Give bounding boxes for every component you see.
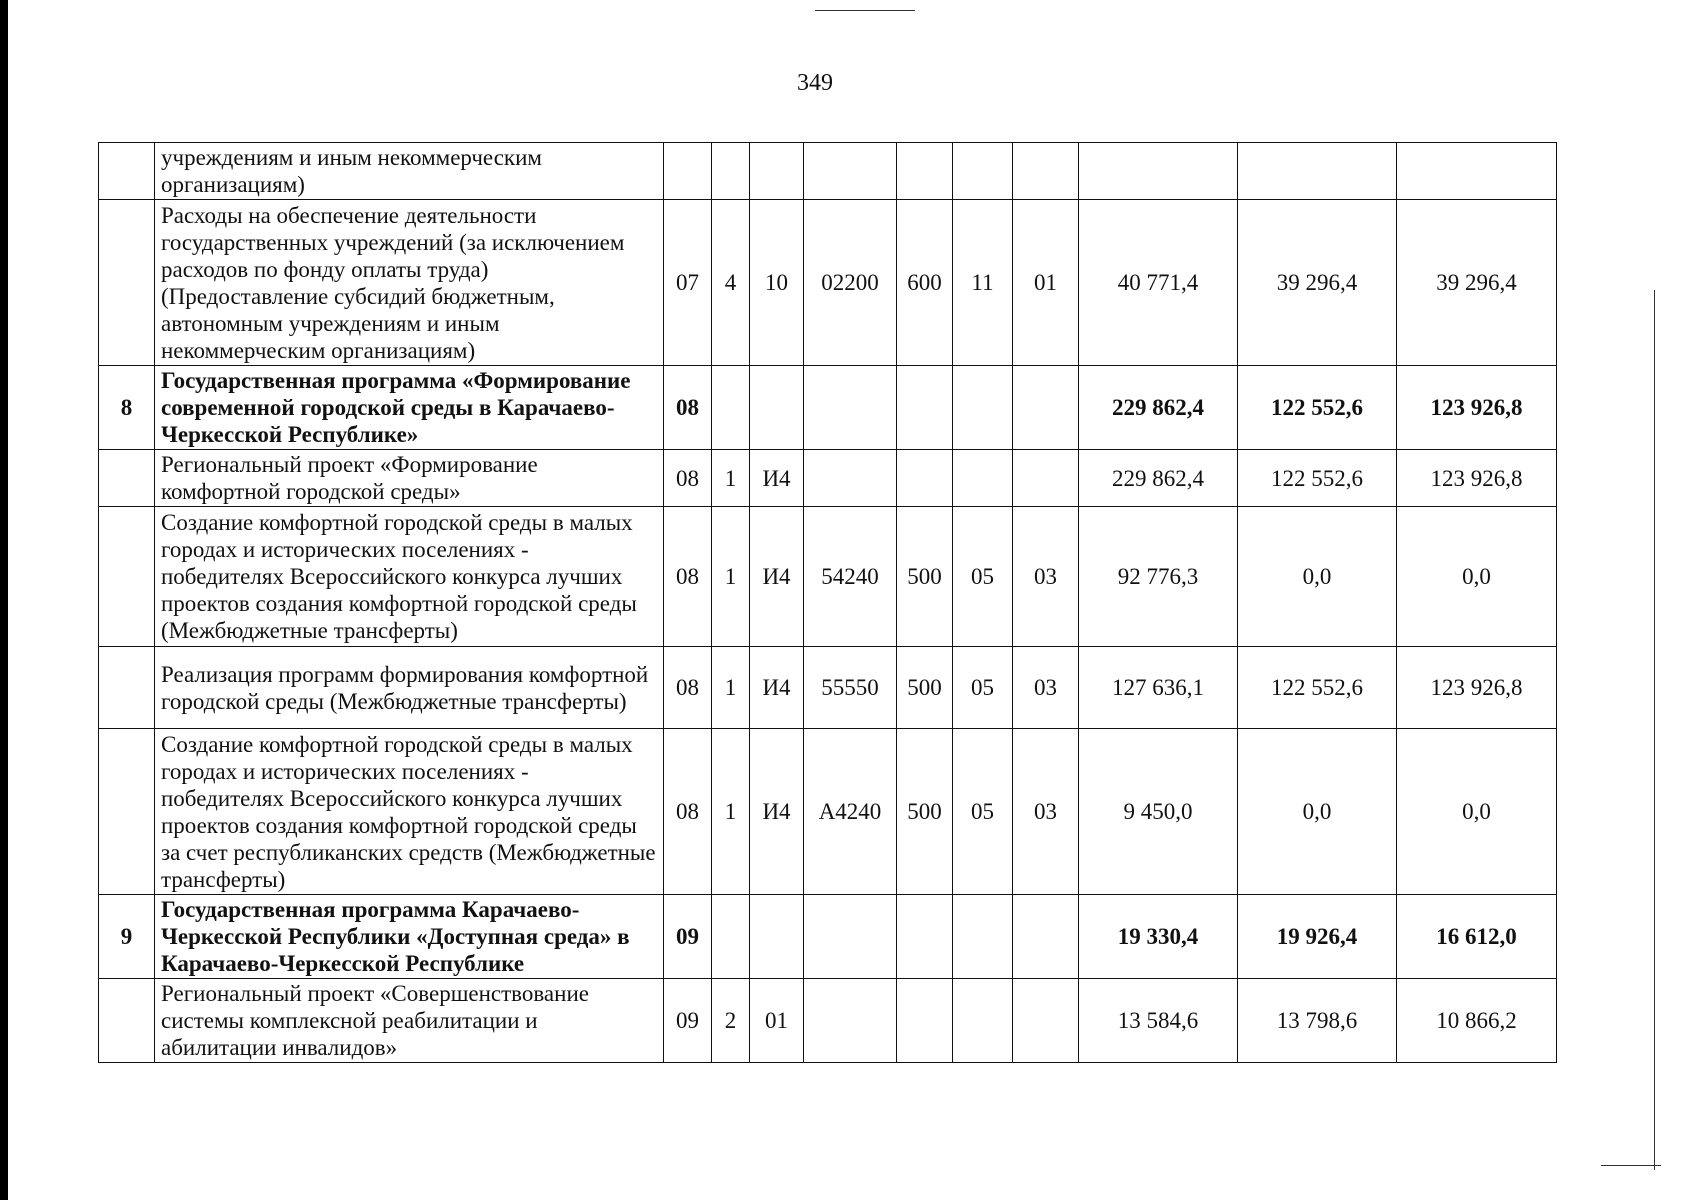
- target-code: [804, 366, 897, 450]
- target-code: [804, 450, 897, 507]
- amount-year-1: 19 330,4: [1079, 895, 1238, 979]
- amount-year-1: 229 862,4: [1079, 450, 1238, 507]
- subsection-code: [1013, 366, 1079, 450]
- amount-year-2: [1238, 143, 1397, 200]
- table-row: [99, 450, 1557, 507]
- amount-year-1: 9 450,0: [1079, 729, 1238, 895]
- amount-year-1: 40 771,4: [1079, 200, 1238, 366]
- section-code: [953, 895, 1013, 979]
- subsection-code: [1013, 895, 1079, 979]
- row-number: 9: [99, 895, 155, 979]
- amount-year-3: 123 926,8: [1397, 647, 1557, 729]
- target-code: 54240: [804, 507, 897, 647]
- amount-year-2: 122 552,6: [1238, 366, 1397, 450]
- expense-type-code: [897, 143, 953, 200]
- section-code: 11: [953, 200, 1013, 366]
- amount-year-3: 10 866,2: [1397, 979, 1557, 1063]
- direction-code: 10: [750, 200, 804, 366]
- subprogram-code: 1: [712, 729, 750, 895]
- program-code: 09: [664, 895, 712, 979]
- amount-year-2: 122 552,6: [1238, 450, 1397, 507]
- subprogram-code: 1: [712, 507, 750, 647]
- direction-code: [750, 143, 804, 200]
- table-row: [99, 143, 1557, 200]
- row-description: Расходы на обеспечение деятельности государственных учреждений (за исключением расходов по фонду оплаты труда) (Предоставление субсидий бюджетным, автономным учреждениям и иным некоммерческим организациям): [155, 200, 664, 366]
- expense-type-code: 500: [897, 507, 953, 647]
- budget-table-body: [99, 143, 1557, 1063]
- scan-binding-edge: [0, 0, 8, 1200]
- row-number: [99, 729, 155, 895]
- scan-artifact-line: [815, 10, 915, 11]
- amount-year-3: 0,0: [1397, 507, 1557, 647]
- amount-year-2: 39 296,4: [1238, 200, 1397, 366]
- subsection-code: [1013, 450, 1079, 507]
- scan-artifact-line: [1654, 290, 1655, 1170]
- expense-type-code: [897, 366, 953, 450]
- direction-code: 01: [750, 979, 804, 1063]
- row-number: [99, 200, 155, 366]
- amount-year-2: 13 798,6: [1238, 979, 1397, 1063]
- subsection-code: 01: [1013, 200, 1079, 366]
- direction-code: [750, 895, 804, 979]
- target-code: 02200: [804, 200, 897, 366]
- section-code: 05: [953, 729, 1013, 895]
- subprogram-code: 2: [712, 979, 750, 1063]
- subsection-code: 03: [1013, 507, 1079, 647]
- target-code: [804, 143, 897, 200]
- subsection-code: 03: [1013, 647, 1079, 729]
- table-row: [99, 200, 1557, 366]
- direction-code: [750, 366, 804, 450]
- expense-type-code: [897, 450, 953, 507]
- amount-year-3: 123 926,8: [1397, 366, 1557, 450]
- amount-year-2: 0,0: [1238, 729, 1397, 895]
- program-code: 08: [664, 366, 712, 450]
- row-number: 8: [99, 366, 155, 450]
- amount-year-1: 92 776,3: [1079, 507, 1238, 647]
- amount-year-3: 39 296,4: [1397, 200, 1557, 366]
- amount-year-3: 123 926,8: [1397, 450, 1557, 507]
- target-code: [804, 895, 897, 979]
- subprogram-code: 1: [712, 450, 750, 507]
- amount-year-1: 127 636,1: [1079, 647, 1238, 729]
- table-row: [99, 729, 1557, 895]
- expense-type-code: 500: [897, 647, 953, 729]
- target-code: 55550: [804, 647, 897, 729]
- amount-year-1: 13 584,6: [1079, 979, 1238, 1063]
- amount-year-2: 0,0: [1238, 507, 1397, 647]
- row-number: [99, 143, 155, 200]
- program-code: 08: [664, 507, 712, 647]
- subsection-code: [1013, 979, 1079, 1063]
- row-number: [99, 647, 155, 729]
- row-description: Региональный проект «Формирование комфортной городской среды»: [155, 450, 664, 507]
- subprogram-code: [712, 143, 750, 200]
- subprogram-code: [712, 895, 750, 979]
- page-number: 349: [797, 70, 833, 96]
- direction-code: И4: [750, 507, 804, 647]
- subprogram-code: [712, 366, 750, 450]
- amount-year-3: 0,0: [1397, 729, 1557, 895]
- amount-year-1: 229 862,4: [1079, 366, 1238, 450]
- direction-code: И4: [750, 729, 804, 895]
- row-description: Государственная программа «Формирование современной городской среды в Карачаево-Черкесской Республике»: [155, 366, 664, 450]
- amount-year-2: 122 552,6: [1238, 647, 1397, 729]
- table-row: [99, 979, 1557, 1063]
- amount-year-3: 16 612,0: [1397, 895, 1557, 979]
- target-code: [804, 979, 897, 1063]
- row-description: Региональный проект «Совершенствование системы комплексной реабилитации и абилитации инвалидов»: [155, 979, 664, 1063]
- direction-code: И4: [750, 450, 804, 507]
- amount-year-3: [1397, 143, 1557, 200]
- expense-type-code: [897, 979, 953, 1063]
- program-code: 09: [664, 979, 712, 1063]
- direction-code: И4: [750, 647, 804, 729]
- program-code: 08: [664, 729, 712, 895]
- program-code: 08: [664, 450, 712, 507]
- table-row: [99, 895, 1557, 979]
- row-description: Создание комфортной городской среды в малых городах и исторических поселениях - победителях Всероссийского конкурса лучших проектов создания комфортной городской среды (Межбюджетные трансферты): [155, 507, 664, 647]
- table-row: [99, 507, 1557, 647]
- program-code: [664, 143, 712, 200]
- scan-artifact-line: [1601, 1165, 1661, 1166]
- subprogram-code: 1: [712, 647, 750, 729]
- table-row: [99, 366, 1557, 450]
- section-code: [953, 450, 1013, 507]
- program-code: 08: [664, 647, 712, 729]
- subprogram-code: 4: [712, 200, 750, 366]
- subsection-code: [1013, 143, 1079, 200]
- amount-year-1: [1079, 143, 1238, 200]
- section-code: [953, 979, 1013, 1063]
- row-number: [99, 450, 155, 507]
- expense-type-code: [897, 895, 953, 979]
- row-description: Создание комфортной городской среды в малых городах и исторических поселениях - победителях Всероссийского конкурса лучших проектов создания комфортной городской среды за счет республиканских средств (Межбюджетные трансферты): [155, 729, 664, 895]
- target-code: А4240: [804, 729, 897, 895]
- expense-type-code: 600: [897, 200, 953, 366]
- section-code: 05: [953, 507, 1013, 647]
- table-row: [99, 647, 1557, 729]
- amount-year-2: 19 926,4: [1238, 895, 1397, 979]
- row-description: Государственная программа Карачаево-Черкесской Республики «Доступная среда» в Карачаево-Черкесской Республике: [155, 895, 664, 979]
- row-number: [99, 507, 155, 647]
- section-code: 05: [953, 647, 1013, 729]
- row-description: Реализация программ формирования комфортной городской среды (Межбюджетные трансферты): [155, 647, 664, 729]
- row-description: учреждениям и иным некоммерческим организациям): [155, 143, 664, 200]
- expense-type-code: 500: [897, 729, 953, 895]
- section-code: [953, 143, 1013, 200]
- section-code: [953, 366, 1013, 450]
- row-number: [99, 979, 155, 1063]
- subsection-code: 03: [1013, 729, 1079, 895]
- program-code: 07: [664, 200, 712, 366]
- budget-table: [98, 142, 1557, 1063]
